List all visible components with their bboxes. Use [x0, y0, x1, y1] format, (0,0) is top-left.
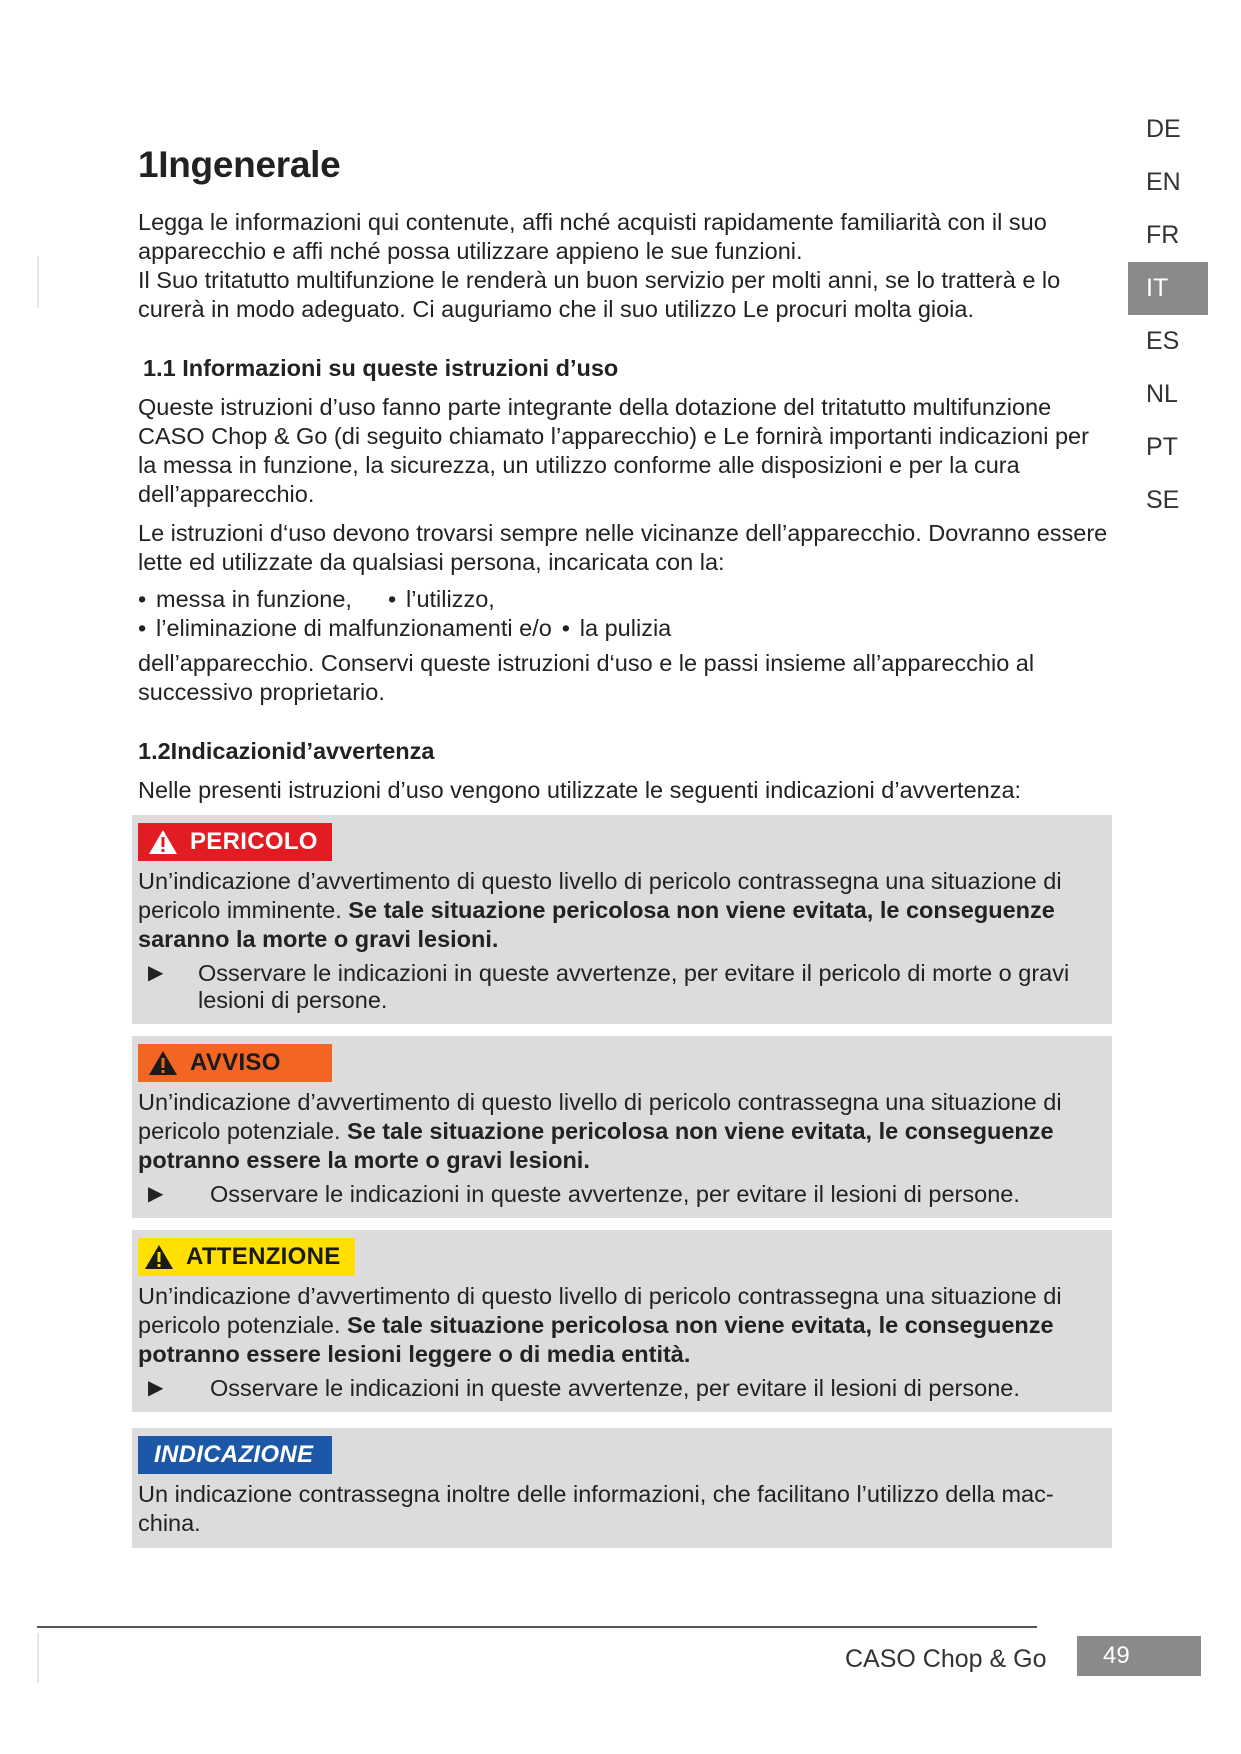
warning-triangle-icon — [144, 1244, 174, 1270]
lang-tab-se[interactable]: SE — [1146, 486, 1180, 514]
bullet-list — [138, 585, 1110, 643]
bullet-dot: • — [138, 586, 147, 612]
warning-text-bold: Se tale situazione pericolosa non viene evitata, le conseguenze potranno essere la morte o gravi lesioni. — [138, 1118, 1054, 1173]
danger-text — [138, 867, 1104, 954]
list-item: messa in funzione, — [156, 586, 352, 612]
warning-triangle-icon — [148, 829, 178, 855]
lang-tab-nl[interactable]: NL — [1146, 380, 1178, 408]
warning-text — [138, 1088, 1104, 1175]
lang-tab-es[interactable]: ES — [1146, 327, 1180, 355]
play-arrow-icon: ▶ — [148, 962, 164, 984]
section-1-1-paragraph-2: Le istruzioni d‘uso devono trovarsi sempre nelle vicinanze dell’apparecchio. Dovranno essere lette ed utilizzate da qualsiasi persona, incaricata con la: — [138, 520, 1108, 575]
intro-paragraph-2: Il Suo tritatutto multifunzione le renderà un buon servizio per molti anni, se lo tratterà e lo curerà in modo adeguato. Ci auguriamo che il suo utilizzo Le procuri molta gioia. — [138, 267, 1061, 322]
language-tabs — [1128, 103, 1208, 527]
notice-label: INDICAZIONE — [154, 1441, 314, 1468]
section-1-1-paragraph-1: Queste istruzioni d’uso fanno parte integrante della dotazione del tritatutto multifunzione CASO Chop & Go (di seguito chiamato l’apparecchio) e Le fornirà importanti indicazioni per la messa in funzione, la sicurezza, un utilizzo conforme alle disposizioni e per la cura dell’apparecchio. — [138, 394, 1089, 507]
danger-action — [138, 960, 1104, 1014]
danger-label: PERICOLO — [190, 828, 318, 855]
main-content — [138, 140, 1110, 1548]
danger-box — [132, 815, 1112, 1024]
warning-action — [138, 1181, 1104, 1208]
warning-triangle-icon — [148, 1050, 178, 1076]
warning-label: AVVISO — [190, 1049, 281, 1076]
notice-text: Un indicazione contrassegna inoltre delle informazioni, che facilitano l’utilizzo della mac-china. — [138, 1481, 1054, 1536]
danger-action-text: Osservare le indicazioni in queste avvertenze, per evitare il pericolo di morte o gravi lesioni di persone. — [198, 960, 1070, 1013]
bullet-dot: • — [138, 615, 147, 641]
caution-badge — [138, 1238, 355, 1276]
warning-text-normal: Un’indicazione d’avvertimento di questo livello di pericolo contrassegna una situazione di pericolo potenziale. — [138, 1089, 1062, 1144]
list-item: l’eliminazione di malfunzionamenti e/o — [156, 615, 552, 641]
page-number: 49 — [1077, 1636, 1201, 1676]
margin-mark-bottom — [37, 1633, 39, 1683]
section-1-1-paragraph-3: dell’apparecchio. Conservi queste istruzioni d‘uso e le passi insieme all’apparecchio al successivo proprietario. — [138, 650, 1035, 705]
caution-text-normal: Un’indicazione d’avvertimento di questo livello di pericolo contrassegna una situazione di pericolo potenziale. — [138, 1283, 1062, 1338]
play-arrow-icon: ▶ — [148, 1377, 164, 1399]
bullet-row-1 — [138, 585, 1110, 614]
notice-box — [132, 1428, 1112, 1548]
page-title: 1Ingenerale — [138, 144, 341, 185]
notice-badge — [138, 1436, 332, 1474]
caution-box — [132, 1230, 1112, 1412]
section-1-2-title: 1.2Indicazionid’avvertenza — [138, 738, 435, 764]
section-1-2-paragraph: Nelle presenti istruzioni d’uso vengono utilizzate le seguenti indicazioni d’avvertenza: — [138, 777, 1022, 803]
bullet-dot: • — [561, 615, 571, 641]
caution-label: ATTENZIONE — [186, 1243, 341, 1270]
danger-badge — [138, 823, 332, 861]
list-item: la pulizia — [579, 615, 672, 641]
margin-mark-top — [37, 256, 39, 308]
lang-tab-pt[interactable]: PT — [1146, 433, 1178, 461]
caution-action — [138, 1375, 1104, 1402]
warning-box — [132, 1036, 1112, 1218]
section-1-1-title: 1.1 Informazioni su queste istruzioni d’uso — [143, 355, 619, 381]
caution-action-text: Osservare le indicazioni in queste avvertenze, per evitare il lesioni di persone. — [210, 1375, 1020, 1401]
lang-tab-it[interactable]: IT — [1128, 262, 1208, 315]
bullet-dot: • — [388, 586, 397, 612]
warning-badge — [138, 1044, 332, 1082]
list-item: l’utilizzo, — [406, 586, 495, 612]
danger-text-normal: Un’indicazione d’avvertimento di questo livello di pericolo contrassegna una situazione di pericolo imminente. — [138, 868, 1062, 923]
lang-tab-fr[interactable]: FR — [1146, 221, 1180, 249]
lang-tab-en[interactable]: EN — [1146, 168, 1181, 196]
danger-text-bold: Se tale situazione pericolosa non viene evitata, le conseguenze saranno la morte o gravi lesioni. — [138, 897, 1055, 952]
intro-paragraph-1: Legga le informazioni qui contenute, affi nché acquisti rapidamente familiarità con il suo apparecchio e affi nché possa utilizzare appieno le sue funzioni. — [138, 209, 1047, 264]
lang-tab-de[interactable]: DE — [1146, 115, 1181, 143]
bullet-row-2 — [138, 614, 1110, 643]
caution-text-bold: Se tale situazione pericolosa non viene evitata, le conseguenze potranno essere lesioni leggere o di media entità. — [138, 1312, 1054, 1367]
warning-action-text: Osservare le indicazioni in queste avvertenze, per evitare il lesioni di persone. — [210, 1181, 1020, 1207]
play-arrow-icon: ▶ — [148, 1183, 164, 1205]
footer-divider — [37, 1626, 1037, 1628]
footer-product-name: CASO Chop & Go — [845, 1645, 1047, 1673]
caution-text — [138, 1282, 1104, 1369]
